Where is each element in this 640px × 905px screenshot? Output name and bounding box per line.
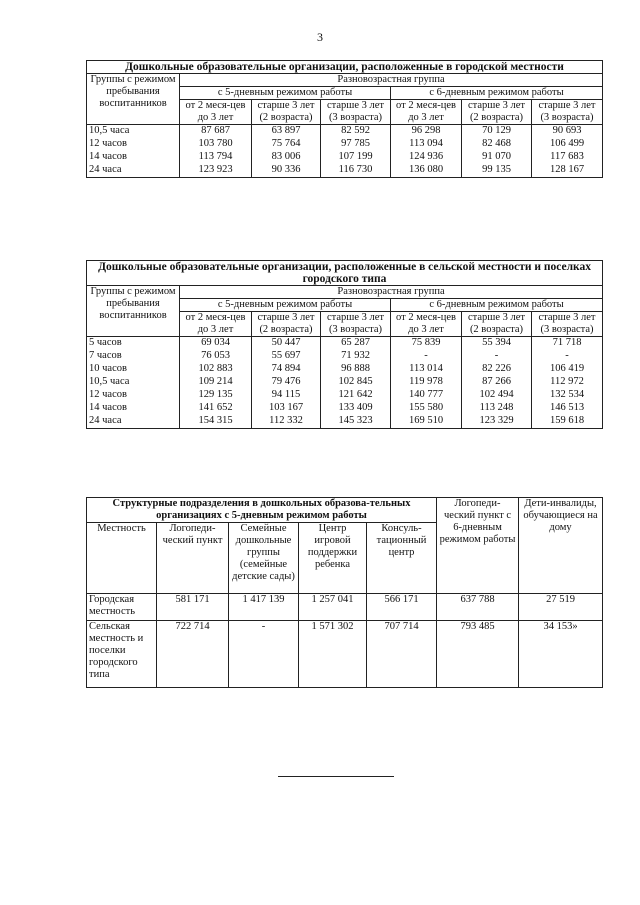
- table-row: [87, 337, 603, 351]
- value-cell: 96 888: [321, 363, 391, 376]
- value-cell: 145 323: [321, 415, 391, 429]
- value-cell: 69 034: [180, 337, 252, 351]
- value-cell: 90 693: [532, 125, 603, 139]
- mode5-header: с 5-дневным режимом работы: [180, 87, 391, 100]
- value-cell: 141 652: [180, 402, 252, 415]
- value-cell: 121 642: [321, 389, 391, 402]
- value-cell: 94 115: [252, 389, 321, 402]
- col-logoped: Логопеди-ческий пункт: [157, 523, 229, 594]
- value-cell: 87 266: [462, 376, 532, 389]
- urban-tariff-table: [86, 60, 603, 178]
- value-cell: 76 053: [180, 350, 252, 363]
- value-cell: 75 764: [252, 138, 321, 151]
- table-rows: [87, 337, 603, 429]
- table-row: [87, 402, 603, 415]
- footer-rule: [278, 776, 394, 777]
- row-label: 12 часов: [87, 389, 180, 402]
- table-title: Дошкольные образовательные организации, расположенные в сельской местности и поселках городского типа: [87, 261, 603, 286]
- value-cell: 133 409: [321, 402, 391, 415]
- row-label: Городская местность: [87, 594, 157, 621]
- table-title: Дошкольные образовательные организации, расположенные в городской местности: [87, 61, 603, 74]
- table-row: [87, 363, 603, 376]
- value-cell: 106 499: [532, 138, 603, 151]
- value-cell: 55 394: [462, 337, 532, 351]
- value-cell: 71 932: [321, 350, 391, 363]
- value-cell: 82 226: [462, 363, 532, 376]
- mode6-header: с 6-дневным режимом работы: [391, 299, 603, 312]
- row-label: 24 часа: [87, 415, 180, 429]
- value-cell: 1 417 139: [229, 594, 299, 621]
- value-cell: 87 687: [180, 125, 252, 139]
- value-cell: 83 006: [252, 151, 321, 164]
- value-cell: 113 094: [391, 138, 462, 151]
- table-row: [87, 389, 603, 402]
- row-label: 14 часов: [87, 151, 180, 164]
- table-rows: [87, 594, 603, 688]
- table-row: [87, 350, 603, 363]
- value-cell: 707 714: [367, 621, 437, 688]
- col-disabled: Дети-инвалиды, обучающиеся на дому: [519, 498, 603, 594]
- table-row: [87, 594, 603, 621]
- value-cell: 159 618: [532, 415, 603, 429]
- sub-header: от 2 меся-цев до 3 лет: [180, 100, 252, 125]
- value-cell: 123 329: [462, 415, 532, 429]
- sub-header: старше 3 лет (3 возраста): [532, 312, 603, 337]
- row-label: 10 часов: [87, 363, 180, 376]
- table-rows: [87, 125, 603, 178]
- value-cell: 112 332: [252, 415, 321, 429]
- value-cell: -: [532, 350, 603, 363]
- value-cell: 27 519: [519, 594, 603, 621]
- value-cell: 119 978: [391, 376, 462, 389]
- table-row: [87, 415, 603, 429]
- sub-header: старше 3 лет (3 возраста): [321, 100, 391, 125]
- value-cell: 117 683: [532, 151, 603, 164]
- mode5-header: с 5-дневным режимом работы: [180, 299, 391, 312]
- sub-header: старше 3 лет (2 возраста): [252, 312, 321, 337]
- sub-header: старше 3 лет (2 возраста): [462, 312, 532, 337]
- value-cell: 102 883: [180, 363, 252, 376]
- value-cell: -: [391, 350, 462, 363]
- page-number: 3: [317, 30, 323, 44]
- sub-header: от 2 меся-цев до 3 лет: [391, 312, 462, 337]
- value-cell: 106 419: [532, 363, 603, 376]
- col-play: Центр игровой поддержки ребенка: [299, 523, 367, 594]
- value-cell: 91 070: [462, 151, 532, 164]
- table-row: [87, 621, 603, 688]
- table-row: [87, 376, 603, 389]
- sub-header: старше 3 лет (2 возраста): [462, 100, 532, 125]
- sub-header: старше 3 лет (3 возраста): [532, 100, 603, 125]
- sub-header: старше 3 лет (2 возраста): [252, 100, 321, 125]
- mixed-age-header: Разновозрастная группа: [180, 286, 603, 299]
- value-cell: 566 171: [367, 594, 437, 621]
- value-cell: 132 534: [532, 389, 603, 402]
- row-label: 10,5 часа: [87, 376, 180, 389]
- row-label: 10,5 часа: [87, 125, 180, 139]
- value-cell: 102 494: [462, 389, 532, 402]
- value-cell: 50 447: [252, 337, 321, 351]
- row-label: 24 часа: [87, 164, 180, 178]
- value-cell: -: [229, 621, 299, 688]
- row-label: 14 часов: [87, 402, 180, 415]
- value-cell: 34 153»: [519, 621, 603, 688]
- col-family: Семейные дошкольные группы (семейные детские сады): [229, 523, 299, 594]
- value-cell: 169 510: [391, 415, 462, 429]
- table-row: [87, 164, 603, 178]
- value-cell: -: [462, 350, 532, 363]
- row-label: 5 часов: [87, 337, 180, 351]
- value-cell: 112 972: [532, 376, 603, 389]
- value-cell: 71 718: [532, 337, 603, 351]
- value-cell: 107 199: [321, 151, 391, 164]
- value-cell: 116 730: [321, 164, 391, 178]
- col-logoped6: Логопеди-ческий пункт с 6-дневным режимом работы: [437, 498, 519, 594]
- sub-header: старше 3 лет (3 возраста): [321, 312, 391, 337]
- value-cell: 103 780: [180, 138, 252, 151]
- table-title: Структурные подразделения в дошкольных образова-тельных организациях с 5-дневным режимом работы: [87, 498, 437, 523]
- value-cell: 75 839: [391, 337, 462, 351]
- sub-header: от 2 меся-цев до 3 лет: [391, 100, 462, 125]
- value-cell: 113 248: [462, 402, 532, 415]
- value-cell: 82 468: [462, 138, 532, 151]
- value-cell: 155 580: [391, 402, 462, 415]
- row-label: 12 часов: [87, 138, 180, 151]
- value-cell: 63 897: [252, 125, 321, 139]
- value-cell: 103 167: [252, 402, 321, 415]
- value-cell: 79 476: [252, 376, 321, 389]
- value-cell: 109 214: [180, 376, 252, 389]
- rural-tariff-table: [86, 260, 603, 429]
- value-cell: 70 129: [462, 125, 532, 139]
- value-cell: 99 135: [462, 164, 532, 178]
- table-row: [87, 151, 603, 164]
- table-row: [87, 125, 603, 139]
- mixed-age-header: Разновозрастная группа: [180, 74, 603, 87]
- value-cell: 154 315: [180, 415, 252, 429]
- row-label: Сельская местность и поселки городского типа: [87, 621, 157, 688]
- value-cell: 1 257 041: [299, 594, 367, 621]
- value-cell: 123 923: [180, 164, 252, 178]
- table-row: [87, 138, 603, 151]
- value-cell: 128 167: [532, 164, 603, 178]
- value-cell: 129 135: [180, 389, 252, 402]
- value-cell: 113 014: [391, 363, 462, 376]
- group-header: Группы с режимом пребывания воспитанников: [87, 286, 180, 337]
- value-cell: 65 287: [321, 337, 391, 351]
- value-cell: 637 788: [437, 594, 519, 621]
- col-consult: Консуль-тационный центр: [367, 523, 437, 594]
- value-cell: 722 714: [157, 621, 229, 688]
- sub-header: от 2 меся-цев до 3 лет: [180, 312, 252, 337]
- value-cell: 1 571 302: [299, 621, 367, 688]
- value-cell: 55 697: [252, 350, 321, 363]
- structural-units-table: [86, 497, 603, 688]
- group-header: Группы с режимом пребывания воспитанников: [87, 74, 180, 125]
- row-label: 7 часов: [87, 350, 180, 363]
- value-cell: 581 171: [157, 594, 229, 621]
- value-cell: 146 513: [532, 402, 603, 415]
- mode6-header: с 6-дневным режимом работы: [391, 87, 603, 100]
- value-cell: 102 845: [321, 376, 391, 389]
- value-cell: 140 777: [391, 389, 462, 402]
- col-locality: Местность: [87, 523, 157, 594]
- value-cell: 113 794: [180, 151, 252, 164]
- value-cell: 124 936: [391, 151, 462, 164]
- value-cell: 90 336: [252, 164, 321, 178]
- value-cell: 97 785: [321, 138, 391, 151]
- value-cell: 96 298: [391, 125, 462, 139]
- value-cell: 136 080: [391, 164, 462, 178]
- value-cell: 74 894: [252, 363, 321, 376]
- value-cell: 793 485: [437, 621, 519, 688]
- value-cell: 82 592: [321, 125, 391, 139]
